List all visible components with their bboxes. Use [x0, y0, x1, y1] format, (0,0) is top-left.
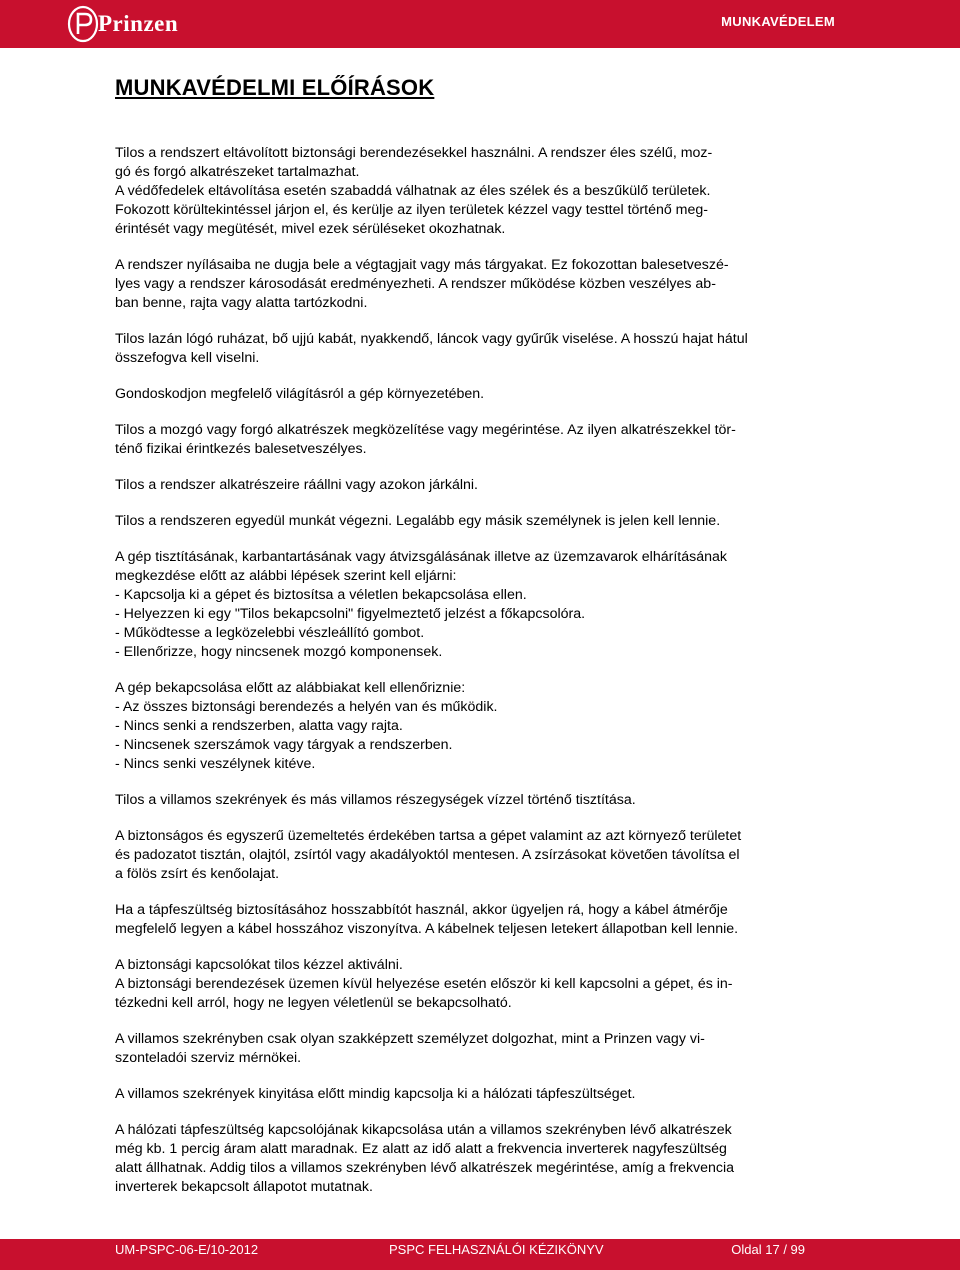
header-bar	[0, 0, 960, 48]
paragraph-line: gó és forgó alkatrészeket tartalmazhat.	[115, 164, 360, 180]
paragraph	[115, 1121, 840, 1197]
paragraph	[115, 421, 840, 459]
paragraph	[115, 679, 840, 774]
paragraph-line: - Az összes biztonsági berendezés a helyén van és működik.	[115, 699, 498, 715]
paragraph-line: megkezdése előtt az alábbi lépések szerint kell eljárni:	[115, 568, 457, 584]
paragraph-line: érintését vagy megütését, mivel ezek sérüléseket okozhatnak.	[115, 221, 506, 237]
paragraph-line: A biztonsági kapcsolókat tilos kézzel aktiválni.	[115, 957, 403, 973]
paragraph-line: Tilos a rendszeren egyedül munkát végezni. Legalább egy másik személynek is jelen kell lennie.	[115, 513, 721, 529]
paragraph-line: - Működtesse a legközelebbi vészleállító gombot.	[115, 625, 425, 641]
paragraph-line: - Ellenőrizze, hogy nincsenek mozgó komponensek.	[115, 644, 443, 660]
footer-manual-title: PSPC FELHASZNÁLÓI KÉZIKÖNYV	[389, 1242, 604, 1257]
paragraph-line: összefogva kell viselni.	[115, 350, 260, 366]
paragraph-line: Gondoskodjon megfelelő világításról a gép környezetében.	[115, 386, 485, 402]
paragraph-line: A rendszer nyílásaiba ne dugja bele a végtagjait vagy más tárgyakat. Ez fokozottan balesetveszé-	[115, 257, 729, 273]
paragraph	[115, 1030, 840, 1068]
paragraph-line: - Helyezzen ki egy "Tilos bekapcsolni" figyelmeztető jelzést a főkapcsolóra.	[115, 606, 586, 622]
paragraph-line: megfelelő legyen a kábel hosszához viszonyítva. A kábelnek teljesen letekert állapotban kell lennie.	[115, 921, 739, 937]
prinzen-logo	[66, 4, 178, 44]
paragraph-line: inverterek bekapcsolt állapotot mutatnak.	[115, 1179, 373, 1195]
footer-doc-code: UM-PSPC-06-E/10-2012	[115, 1242, 259, 1257]
prinzen-logo-mark-icon	[66, 4, 100, 44]
paragraph-line: szonteladói szerviz mérnökei.	[115, 1050, 302, 1066]
paragraph-line: Tilos a villamos szekrények és más villamos részegységek vízzel történő tisztítása.	[115, 792, 636, 808]
paragraph-line: A villamos szekrények kinyitása előtt mindig kapcsolja ki a hálózati tápfeszültséget.	[115, 1086, 636, 1102]
paragraph	[115, 827, 840, 884]
paragraph	[115, 901, 840, 939]
paragraph-line: - Nincs senki a rendszerben, alatta vagy rajta.	[115, 718, 403, 734]
paragraph-line: - Nincs senki veszélynek kitéve.	[115, 756, 316, 772]
footer-bar	[0, 1239, 960, 1270]
paragraph	[115, 1085, 840, 1104]
paragraph-line: ténő fizikai érintkezés balesetveszélyes.	[115, 441, 367, 457]
document-body	[115, 144, 840, 1214]
paragraph-line: A villamos szekrényben csak olyan szakképzett személyzet dolgozhat, mint a Prinzen vagy vi-	[115, 1031, 705, 1047]
logo-text: Prinzen	[98, 11, 179, 36]
paragraph-line: alatt állhatnak. Addig tilos a villamos szekrényben lévő alkatrészek megérintése, amíg a frekvencia	[115, 1160, 735, 1176]
paragraph	[115, 256, 840, 313]
paragraph-line: A biztonsági berendezések üzemen kívül helyezése esetén először ki kell kapcsolni a gépet, és in-	[115, 976, 733, 992]
paragraph-line: Tilos a rendszer alkatrészeire ráállni vagy azokon járkálni.	[115, 477, 478, 493]
paragraph-line: lyes vagy a rendszer károsodását eredményezheti. A rendszer működése közben veszélyes ab-	[115, 276, 716, 292]
paragraph-line: tézkedni kell arról, hogy ne legyen véletlenül se bekapcsolható.	[115, 995, 512, 1011]
paragraph	[115, 512, 840, 531]
paragraph-line: A hálózati tápfeszültség kapcsolójának kikapcsolása után a villamos szekrényben lévő alkatrészek	[115, 1122, 732, 1138]
paragraph-line: A gép bekapcsolása előtt az alábbiakat kell ellenőriznie:	[115, 680, 466, 696]
paragraph-line: Tilos a rendszert eltávolított biztonsági berendezésekkel használni. A rendszer éles szélű, moz-	[115, 145, 713, 161]
paragraph	[115, 144, 840, 239]
paragraph-line: A gép tisztításának, karbantartásának vagy átvizsgálásának illetve az üzemzavarok elhárításának	[115, 549, 727, 565]
paragraph-line: Ha a tápfeszültség biztosításához hosszabbítót használ, akkor ügyeljen rá, hogy a kábel átmérője	[115, 902, 728, 918]
paragraph-line: - Nincsenek szerszámok vagy tárgyak a rendszerben.	[115, 737, 453, 753]
paragraph-line: - Kapcsolja ki a gépet és biztosítsa a véletlen bekapcsolása ellen.	[115, 587, 527, 603]
paragraph	[115, 385, 840, 404]
paragraph-line: A védőfedelek eltávolítása esetén szabaddá válhatnak az éles szélek és a beszűkülő területek.	[115, 183, 711, 199]
footer-page-number: Oldal 17 / 99	[731, 1242, 805, 1257]
paragraph	[115, 330, 840, 368]
header-section-label: MUNKAVÉDELEM	[721, 14, 835, 29]
paragraph-line: Tilos a mozgó vagy forgó alkatrészek megközelítése vagy megérintése. Az ilyen alkatrészekkel tör-	[115, 422, 736, 438]
paragraph-line: és padozatot tisztán, olajtól, zsírtól vagy akadályoktól mentesen. A zsírzásokat követően távolítsa el	[115, 847, 740, 863]
paragraph-line: A biztonságos és egyszerű üzemeltetés érdekében tartsa a gépet valamint az azt környező területet	[115, 828, 742, 844]
paragraph-line: ban benne, rajta vagy alatta tartózkodni.	[115, 295, 368, 311]
paragraph	[115, 476, 840, 495]
paragraph-line: a fölös zsírt és kenőolajat.	[115, 866, 280, 882]
paragraph	[115, 548, 840, 662]
page-title: MUNKAVÉDELMI ELŐÍRÁSOK	[115, 75, 435, 100]
paragraph-line: Tilos lazán lógó ruházat, bő ujjú kabát, nyakkendő, láncok vagy gyűrűk viselése. A hosszú hajat hátul	[115, 331, 748, 347]
paragraph-line: Fokozott körültekintéssel járjon el, és kerülje az ilyen területek kézzel vagy testtel történő meg-	[115, 202, 709, 218]
paragraph	[115, 791, 840, 810]
paragraph	[115, 956, 840, 1013]
paragraph-line: még kb. 1 percig áram alatt maradnak. Ez alatt az idő alatt a frekvencia inverterek nagyfeszültség	[115, 1141, 727, 1157]
